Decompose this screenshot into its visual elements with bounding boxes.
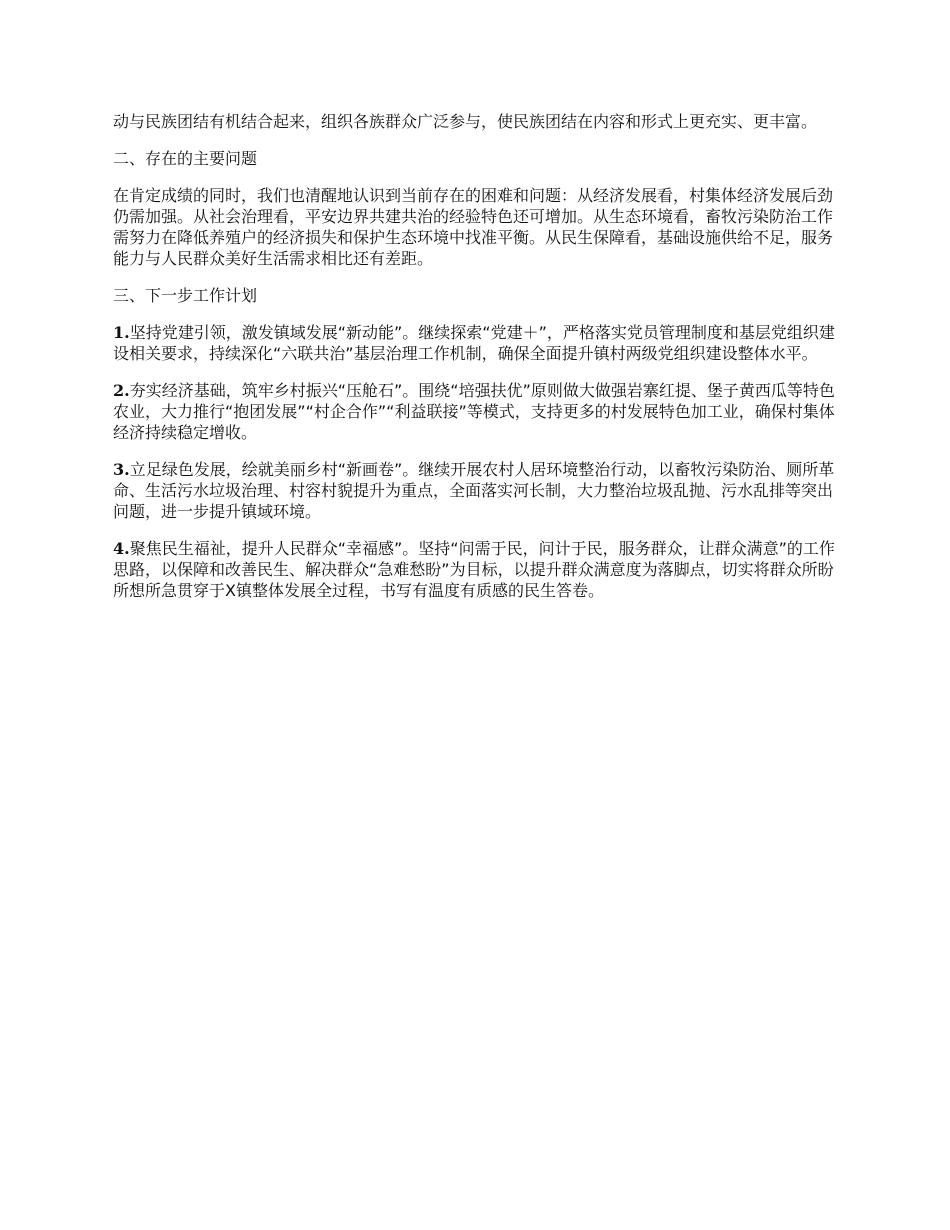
- plan-item-3: [113, 459, 841, 522]
- plan-item-2-number: 2.: [113, 381, 130, 400]
- plan-item-1-text: 坚持党建引领，激发镇域发展“新动能”。继续探索“党建＋”，严格落实党员管理制度和基层党组织建设相关要求，持续深化“六联共治”基层治理工作机制，确保全面提升镇村两级党组织建设整体水平。: [113, 323, 835, 363]
- document-body: [113, 111, 841, 617]
- plan-item-1-number: 1.: [113, 323, 130, 342]
- section-heading-next-plan: 三、下一步工作计划: [113, 286, 258, 305]
- plan-item-4: [113, 538, 841, 601]
- plan-item-4-text: 聚焦民生福祉，提升人民群众“幸福感”。坚持“问需于民，问计于民，服务群众，让群众满意”的工作思路，以保障和改善民生、解决群众“急难愁盼”为目标，以提升群众满意度为落脚点，切实将群众所盼所想所急贯穿于X镇整体发展全过程，书写有温度有质感的民生答卷。: [113, 539, 835, 600]
- plan-item-3-text: 立足绿色发展，绘就美丽乡村“新画卷”。继续开展农村人居环境整治行动，以畜牧污染防治、厕所革命、生活污水垃圾治理、村容村貌提升为重点，全面落实河长制，大力整治垃圾乱抛、污水乱排等突出问题，进一步提升镇域环境。: [113, 460, 835, 521]
- plan-item-1: [113, 322, 841, 364]
- plan-item-4-number: 4.: [113, 539, 130, 558]
- section-heading-problems: 二、存在的主要问题: [113, 149, 258, 168]
- plan-item-2: [113, 380, 841, 443]
- plan-item-2-text: 夯实经济基础，筑牢乡村振兴“压舱石”。围绕“培强扶优”原则做大做强岩寨红提、堡子黄西瓜等特色农业，大力推行“抱团发展”“村企合作”“利益联接”等模式，支持更多的村发展特色加工业，确保村集体经济持续稳定增收。: [113, 381, 835, 442]
- problems-paragraph: 在肯定成绩的同时，我们也清醒地认识到当前存在的困难和问题：从经济发展看，村集体经济发展后劲仍需加强。从社会治理看，平安边界共建共治的经验特色还可增加。从生态环境看，畜牧污染防治工作需努力在降低养殖户的经济损失和保护生态环境中找准平衡。从民生保障看，基础设施供给不足，服务能力与人民群众美好生活需求相比还有差距。: [113, 186, 834, 268]
- plan-item-3-number: 3.: [113, 460, 130, 479]
- paragraph-continuation: 动与民族团结有机结合起来，组织各族群众广泛参与，使民族团结在内容和形式上更充实、更丰富。: [113, 112, 818, 131]
